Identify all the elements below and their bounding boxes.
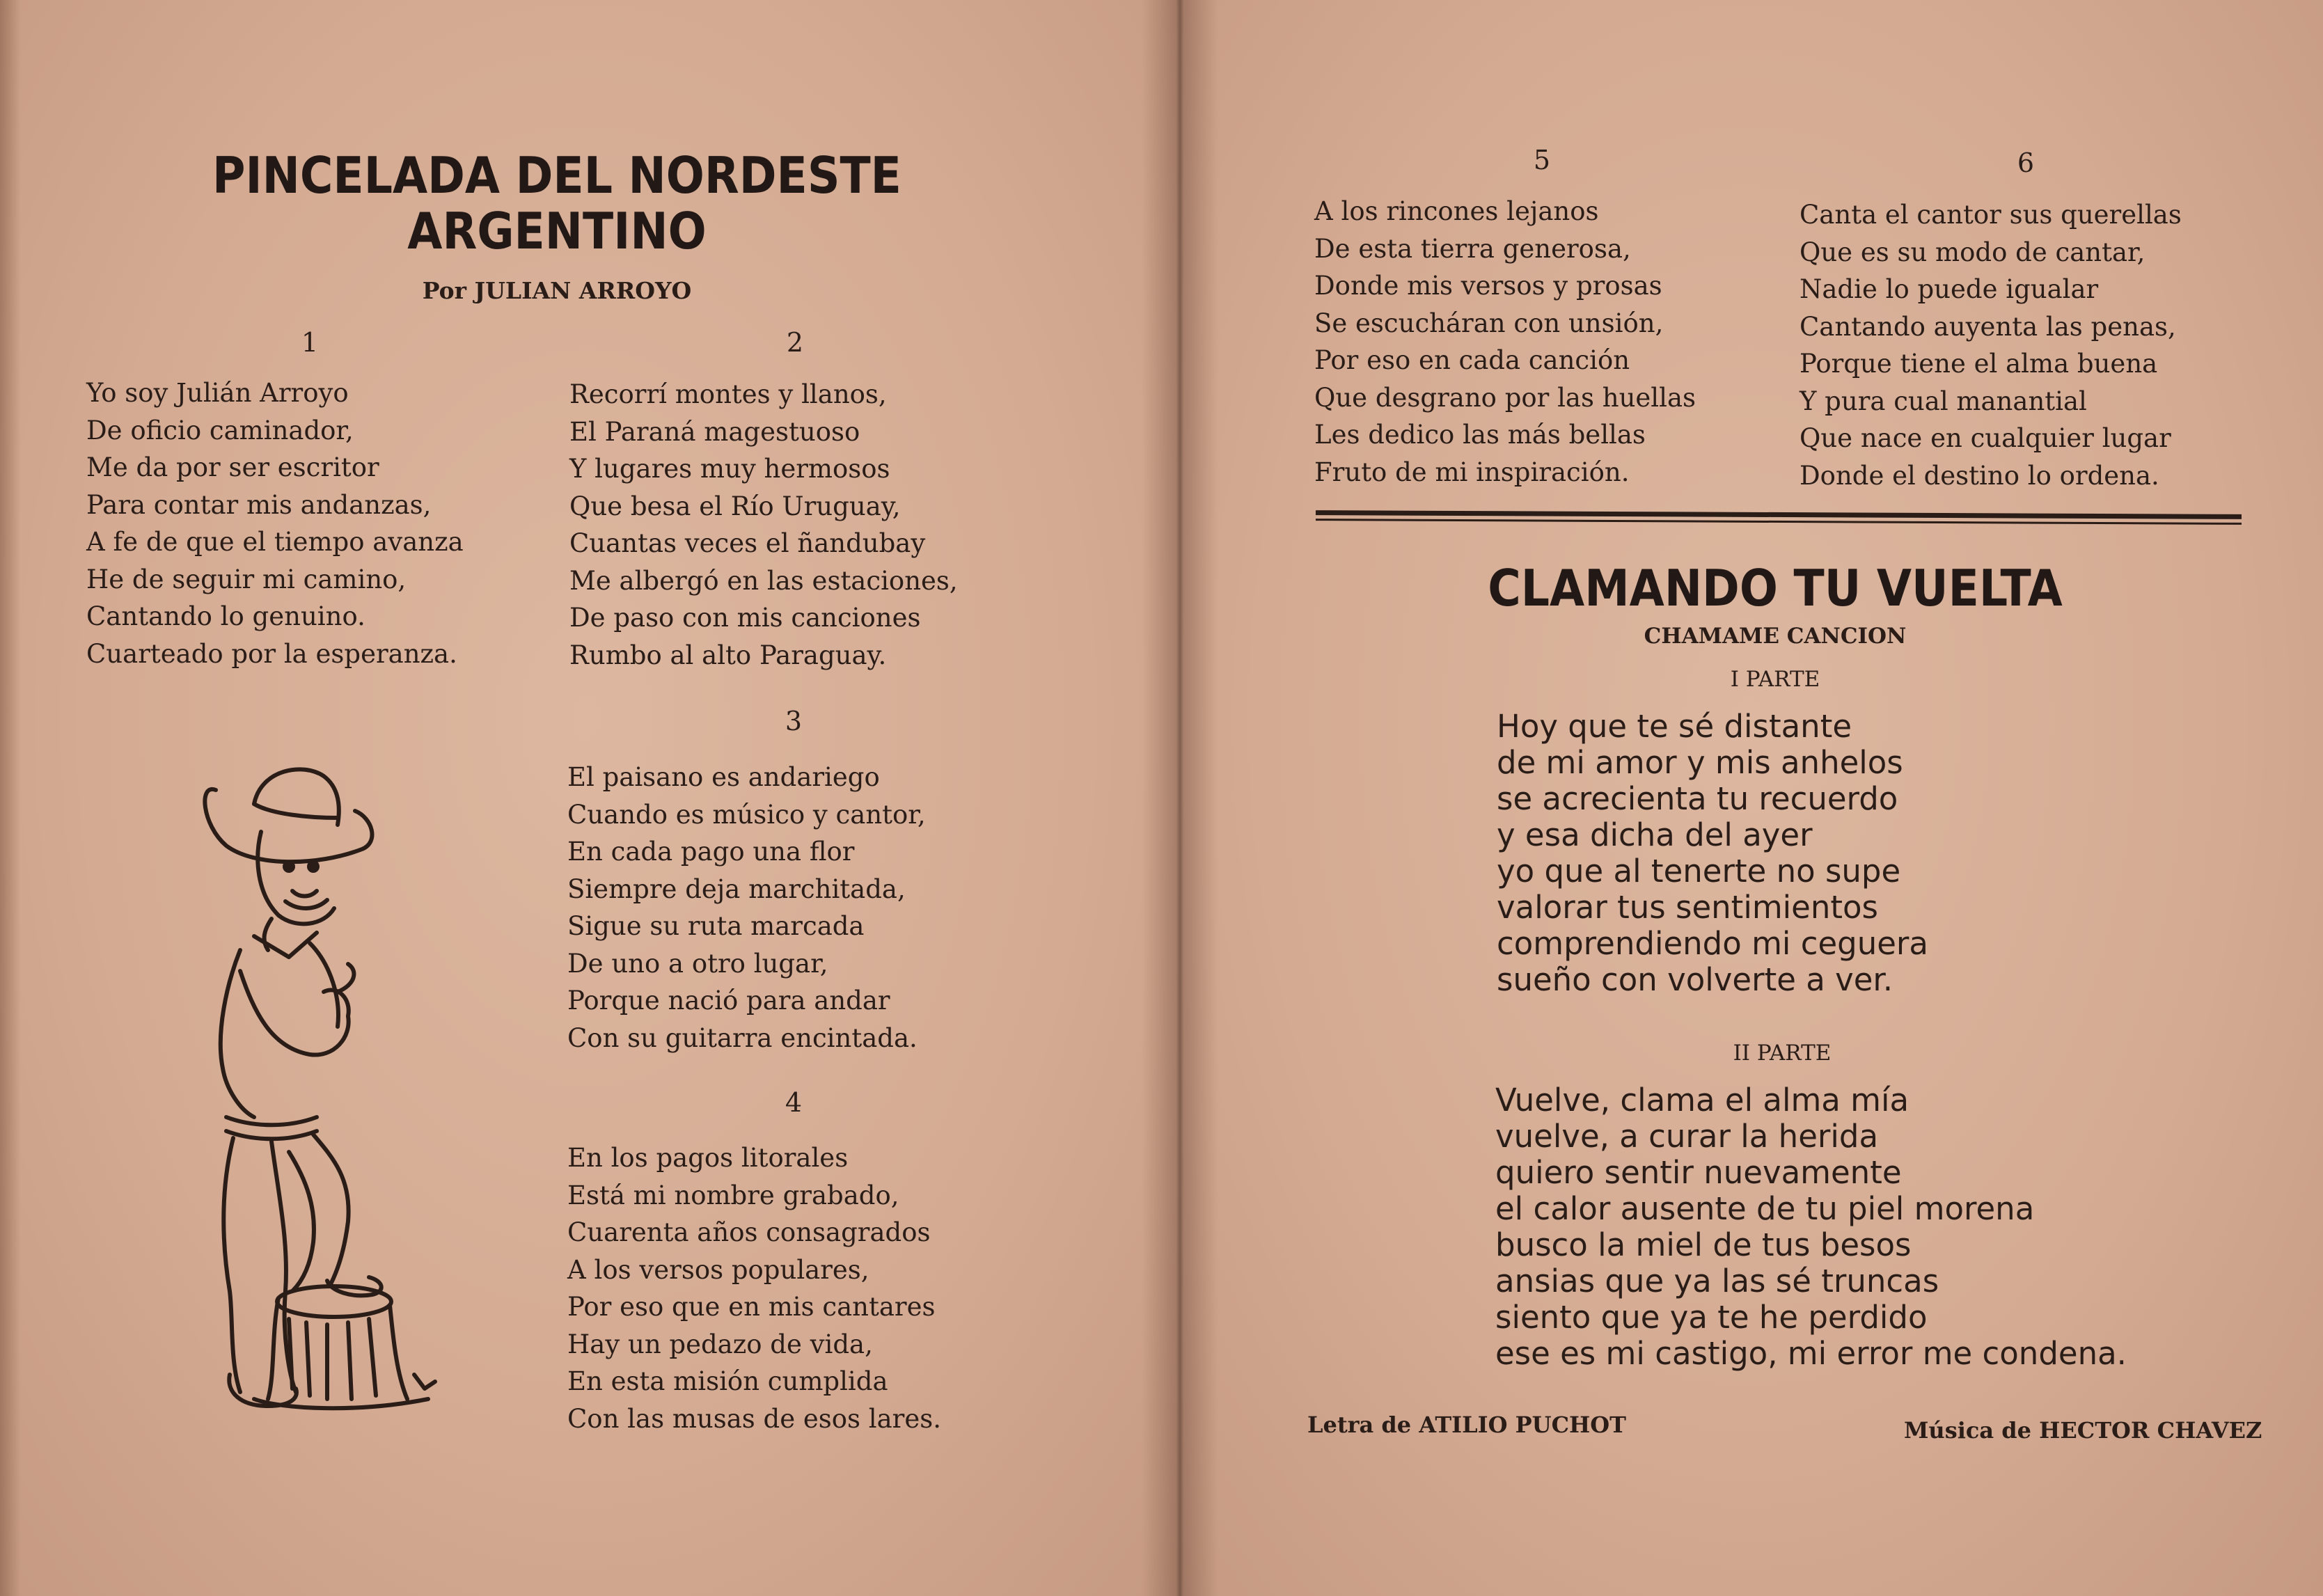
verse-line: Cantando auyenta las penas,	[1800, 311, 2176, 342]
lyric-line: sueño con volverte a ver.	[1497, 961, 1893, 998]
verse-line: Con las musas de esos lares.	[567, 1403, 942, 1434]
verse-line: Porque tiene el alma buena	[1800, 349, 2158, 379]
stanza-6	[1800, 196, 2182, 494]
stanza-number: 5	[1533, 145, 1551, 175]
verse-line: De uno a otro lugar,	[567, 948, 828, 979]
verse-line: Fruto de mi inspiración.	[1314, 457, 1630, 487]
verse-line: Nadie lo puede igualar	[1800, 274, 2099, 304]
lyric-line: ese es mi castigo, mi error me condena.	[1495, 1335, 2127, 1372]
verse-line: Que nace en cualquier lugar	[1800, 423, 2171, 453]
verse-line: De paso con mis canciones	[569, 603, 921, 633]
song-part-2	[1495, 1082, 2127, 1372]
verse-line: Donde el destino lo ordena.	[1800, 460, 2159, 491]
verse-line: Cantando lo genuino.	[86, 601, 365, 631]
part-label: II PARTE	[1733, 1041, 1832, 1066]
verse-line: Canta el cantor sus querellas	[1800, 200, 2182, 230]
book-gutter	[1142, 0, 1218, 1596]
verse-line: Para contar mis andanzas,	[86, 489, 432, 520]
verse-line: Porque nació para andar	[567, 986, 890, 1016]
verse-line: Siempre deja marchitada,	[567, 874, 906, 904]
verse-line: De oficio caminador,	[86, 415, 354, 445]
verse-line: Sigue su ruta marcada	[567, 911, 865, 941]
stanza-number: 3	[785, 706, 803, 736]
stanza-3	[567, 759, 926, 1057]
lyric-line: siento que ya te he perdido	[1495, 1299, 1928, 1336]
stanza-number: 1	[301, 327, 319, 358]
lyric-line: busco la miel de tus besos	[1495, 1226, 1912, 1263]
verse-line: En los pagos litorales	[567, 1143, 849, 1173]
verse-line: Está mi nombre grabado,	[567, 1180, 899, 1210]
verse-line: Donde mis versos y prosas	[1314, 271, 1662, 301]
stanza-number: 6	[2017, 148, 2035, 178]
lyric-line: el calor ausente de tu piel morena	[1495, 1190, 2035, 1227]
lyric-line: comprendiendo mi ceguera	[1497, 925, 1928, 962]
poem-title-line2: ARGENTINO	[407, 202, 707, 260]
poem-title-line1: PINCELADA DEL NORDESTE	[212, 146, 901, 205]
verse-line: Por eso en cada canción	[1314, 345, 1630, 375]
verse-line: Y pura cual manantial	[1800, 386, 2087, 416]
verse-line: A los rincones lejanos	[1314, 196, 1599, 226]
verse-line: Por eso que en mis cantares	[567, 1292, 936, 1322]
lyrics-credit: Letra de ATILIO PUCHOT	[1307, 1412, 1626, 1438]
verse-line: Hay un pedazo de vida,	[567, 1329, 873, 1359]
verse-line: A los versos populares,	[567, 1254, 869, 1285]
verse-line: El Paraná magestuoso	[569, 416, 860, 447]
verse-line: Yo soy Julián Arroyo	[86, 378, 349, 408]
verse-line: En cada pago una flor	[567, 837, 855, 867]
part-label: I PARTE	[1730, 667, 1820, 692]
verse-line: Se escucháran con unsión,	[1314, 308, 1664, 338]
verse-line: Me da por ser escritor	[86, 452, 379, 482]
gaucho-illustration	[150, 762, 470, 1423]
verse-line: De esta tierra generosa,	[1314, 233, 1631, 264]
stanza-2	[569, 376, 958, 674]
stanza-number: 2	[786, 327, 804, 358]
lyric-line: valorar tus sentimientos	[1497, 889, 1878, 926]
song-title: CLAMANDO TU VUELTA	[1488, 559, 2063, 617]
verse-line: A fe de que el tiempo avanza	[86, 527, 464, 557]
verse-line: Cuarteado por la esperanza.	[86, 638, 457, 669]
verse-line: El paisano es andariego	[567, 762, 880, 792]
lyric-line: quiero sentir nuevamente	[1495, 1154, 1902, 1191]
verse-line: He de seguir mi camino,	[86, 564, 407, 594]
lyric-line: yo que al tenerte no supe	[1497, 853, 1901, 890]
verse-line: Me albergó en las estaciones,	[569, 565, 958, 596]
verse-line: Que besa el Río Uruguay,	[569, 491, 901, 521]
lyric-line: Vuelve, clama el alma mía	[1495, 1082, 1909, 1119]
verse-line: Que es su modo de cantar,	[1800, 237, 2145, 267]
verse-line: Cuando es músico y cantor,	[567, 799, 926, 830]
verse-line: Con su guitarra encintada.	[567, 1022, 918, 1053]
verse-line: Que desgrano por las huellas	[1314, 382, 1696, 413]
lyric-line: Hoy que te sé distante	[1497, 708, 1852, 745]
song-part-1	[1497, 709, 1928, 998]
lyric-line: de mi amor y mis anhelos	[1497, 744, 1903, 781]
stanza-5	[1314, 193, 1696, 491]
verse-line: Les dedico las más bellas	[1314, 420, 1646, 450]
page-edge	[0, 0, 21, 1596]
lyric-line: y esa dicha del ayer	[1497, 816, 1813, 853]
verse-line: En esta misión cumplida	[567, 1366, 888, 1396]
verse-line: Cuantas veces el ñandubay	[569, 528, 926, 558]
verse-line: Cuarenta años consagrados	[567, 1217, 931, 1247]
lyric-line: vuelve, a curar la herida	[1495, 1118, 1879, 1155]
verse-line: Y lugares muy hermosos	[569, 454, 890, 484]
verse-line: Rumbo al alto Paraguay.	[569, 640, 887, 670]
song-subtitle: CHAMAME CANCION	[1644, 624, 1907, 649]
music-credit: Música de HECTOR CHAVEZ	[1904, 1417, 2262, 1444]
stanza-1	[86, 374, 464, 672]
lyric-line: se acrecienta tu recuerdo	[1497, 780, 1898, 817]
lyric-line: ansias que ya las sé truncas	[1495, 1263, 1939, 1299]
stanza-4	[567, 1139, 941, 1437]
verse-line: Recorrí montes y llanos,	[569, 379, 887, 409]
poem-byline: Por JULIAN ARROYO	[422, 277, 692, 304]
stanza-number: 4	[785, 1087, 803, 1118]
